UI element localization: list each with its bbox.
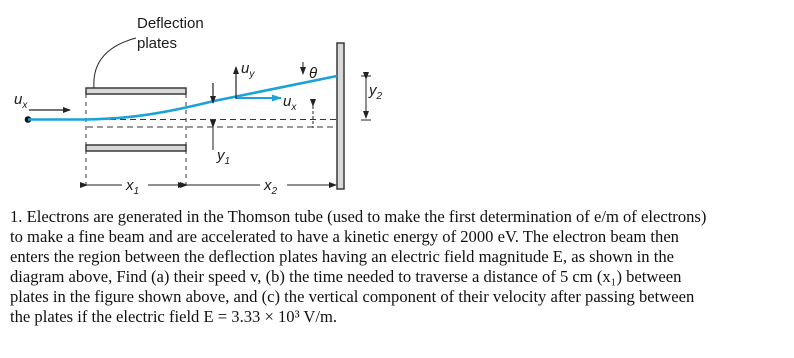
problem-line: enters the region between the deflection plates having an electric field magnitude E, as shown in the (10, 247, 674, 266)
y1-label: $y_1$ (217, 147, 231, 167)
bottom-deflection-plate (86, 145, 186, 151)
plates-label-line2: plates (137, 35, 178, 52)
problem-line: 1. Electrons are generated in the Thomson tube (used to make the first determination of e/m of electrons) (10, 207, 707, 226)
ux-outgoing-label: $u_x$ (283, 93, 297, 113)
problem-statement (10, 207, 786, 327)
plates-label-line1: Deflection (137, 15, 204, 32)
problem-line: plates in the figure shown above, and (c) the vertical component of their velocity after passing between (10, 287, 695, 306)
plates-leader-line (94, 38, 136, 88)
theta-label: θ (309, 65, 318, 82)
ux-incoming-label: $u_x$ (14, 91, 28, 111)
problem-line: diagram above, Find (a) their speed v, (b) the time needed to traverse a distance of 5 cm (x₁) between (10, 267, 682, 286)
y2-label: $y_2$ (368, 82, 382, 102)
x2-label: $x_2$ (264, 177, 278, 197)
x1-label: $x_1$ (126, 177, 140, 197)
problem-line: the plates if the electric field E = 3.33 × 10³ V/m. (10, 307, 338, 326)
uy-label: $u_y$ (241, 60, 255, 80)
top-deflection-plate (86, 88, 186, 94)
screen (337, 43, 344, 189)
problem-line: to make a fine beam and are accelerated to have a kinetic energy of 2000 eV. The electron beam then (10, 227, 679, 246)
thomson-tube-diagram (0, 0, 382, 200)
